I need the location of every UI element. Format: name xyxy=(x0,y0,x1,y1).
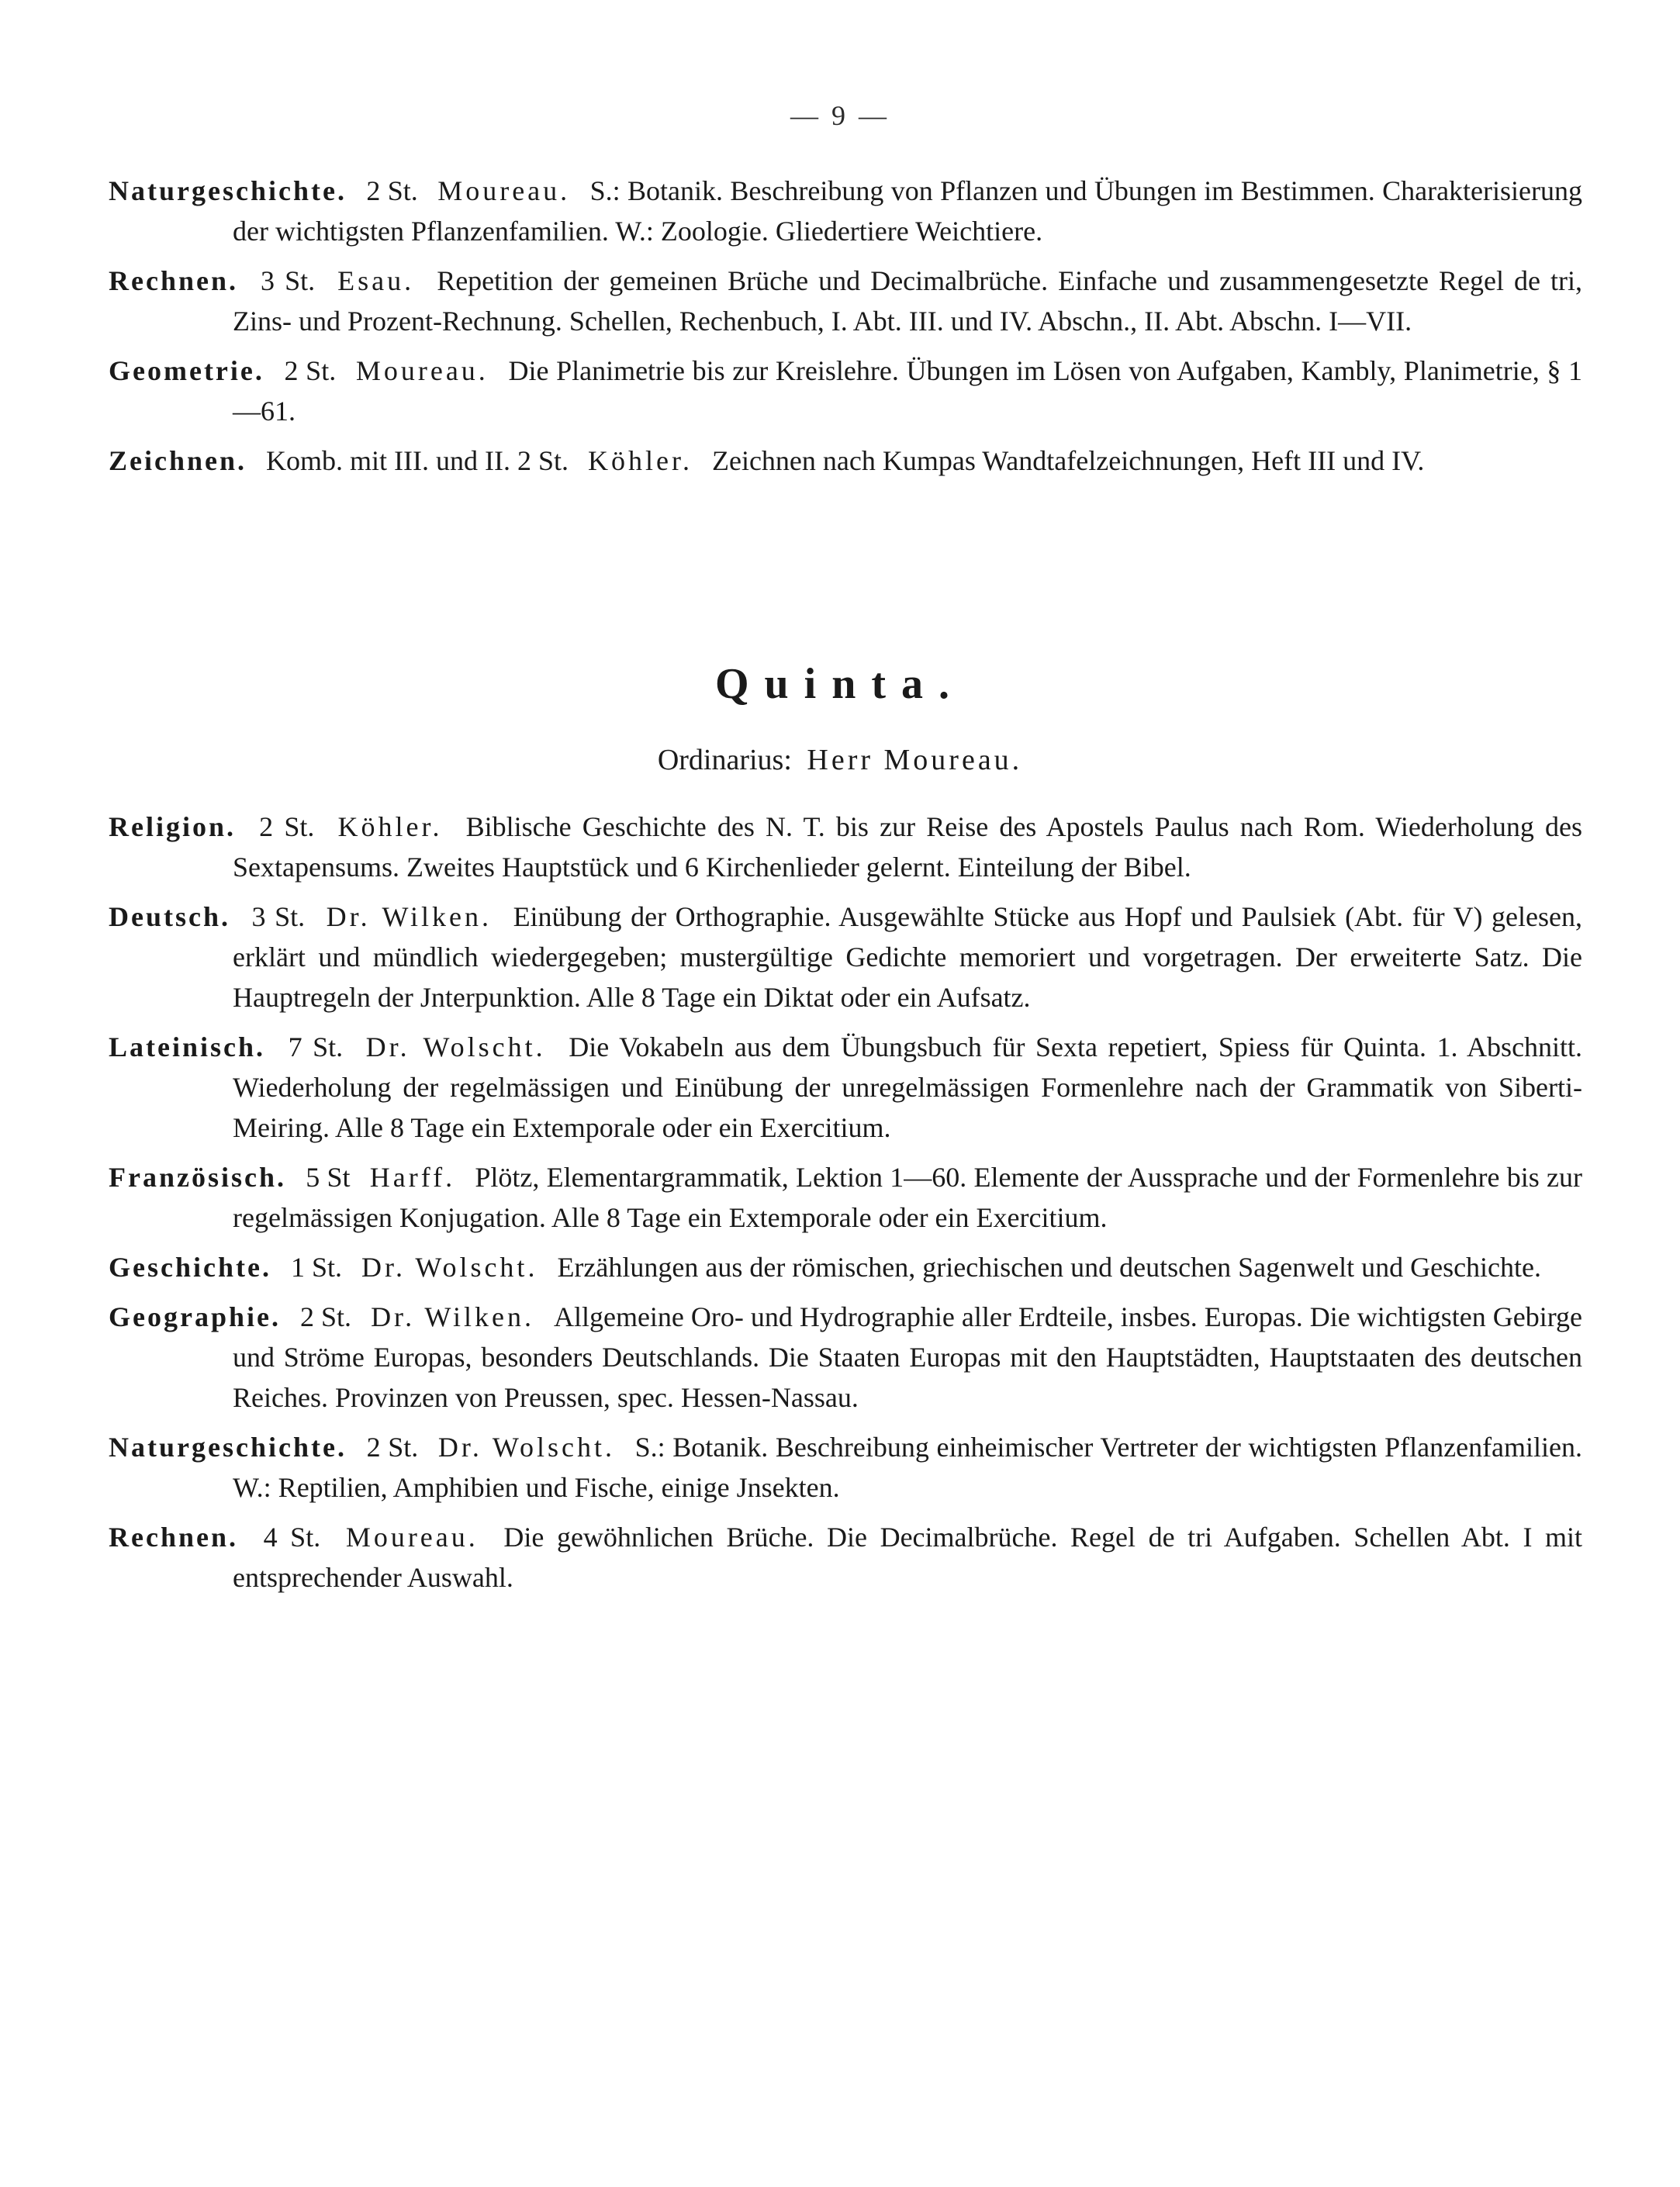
curriculum-entry xyxy=(109,1297,1582,1418)
teacher-name: Moureau. xyxy=(345,1522,479,1553)
entry-description: Die gewöhnlichen Brüche. Die Decimalbrüche. Regel de tri Aufgaben. Schellen Abt. I mit entsprechender Auswahl. xyxy=(233,1522,1583,1593)
curriculum-entry xyxy=(109,897,1582,1017)
curriculum-entry xyxy=(109,171,1582,251)
subject-name: Naturgeschichte. xyxy=(109,175,347,206)
entry-description: S.: Botanik. Beschreibung von Pflanzen und Übungen im Bestimmen. Charakterisierung der wichtigsten Pflanzenfamilien. W.: Zoologie. Gliedertiere Weichtiere. xyxy=(233,175,1582,247)
weekly-hours: 5 St xyxy=(306,1162,351,1193)
subject-name: Rechnen. xyxy=(109,265,238,296)
ordinarius-line xyxy=(0,743,1680,777)
curriculum-entry xyxy=(109,807,1582,887)
curriculum-entry xyxy=(109,351,1582,431)
curriculum-entry xyxy=(109,1427,1582,1508)
section-heading: Quinta. xyxy=(714,660,966,708)
teacher-name: Köhler. xyxy=(337,811,443,842)
entry-description: Die Planimetrie bis zur Kreislehre. Übungen im Lösen von Aufgaben, Kambly, Planimetrie, § 1—61. xyxy=(233,355,1583,427)
weekly-hours: 2 St. xyxy=(259,811,315,842)
teacher-name: Dr. Wilken. xyxy=(326,901,493,932)
weekly-hours: 4 St. xyxy=(263,1522,321,1553)
entry-description: Die Vokabeln aus dem Übungsbuch für Sexta repetiert, Spiess für Quinta. 1. Abschnitt. Wiederholung der regelmässigen und Einübung der unregelmässigen Formenlehre nach der Grammatik von Siberti-Meiring. Alle 8 Tage ein Extemporale oder ein Exercitium. xyxy=(233,1031,1583,1143)
entry-description: Plötz, Elementargrammatik, Lektion 1—60. Elemente der Aussprache und der Formenlehre bis zur regelmässigen Konjugation. Alle 8 Tage ein Extemporale oder ein Exercitium. xyxy=(233,1162,1583,1233)
entry-description: Biblische Geschichte des N. T. bis zur Reise des Apostels Paulus nach Rom. Wiederholung des Sextapensums. Zweites Hauptstück und 6 Kirchenlieder gelernt. Einteilung der Bibel. xyxy=(233,811,1583,883)
teacher-name: Dr. Wilken. xyxy=(371,1301,534,1332)
weekly-hours: 3 St. xyxy=(251,901,306,932)
weekly-hours: 1 St. xyxy=(290,1252,342,1283)
entry-description: Erzählungen aus der römischen, griechischen und deutschen Sagenwelt und Geschichte. xyxy=(557,1252,1542,1283)
page-number: — 9 — xyxy=(790,100,890,131)
subject-name: Zeichnen. xyxy=(109,445,247,476)
curriculum-entry xyxy=(109,441,1582,481)
subject-name: Französisch. xyxy=(109,1162,286,1193)
teacher-name: Dr. Wolscht. xyxy=(437,1432,615,1463)
entry-description: S.: Botanik. Beschreibung einheimischer Vertreter der wichtigsten Pflanzenfamilien. W.: Reptilien, Amphibien und Fische, einige Jnsekten. xyxy=(233,1432,1583,1503)
ordinarius-name: Herr Moureau. xyxy=(807,744,1023,776)
teacher-name: Esau. xyxy=(337,265,415,296)
weekly-hours: Komb. mit III. und II. 2 St. xyxy=(266,445,569,476)
ordinarius-label: Ordinarius: xyxy=(657,744,792,776)
teacher-name: Dr. Wolscht. xyxy=(365,1031,546,1062)
weekly-hours: 3 St. xyxy=(261,265,316,296)
previous-class-curriculum xyxy=(109,171,1582,490)
curriculum-entry xyxy=(109,1157,1582,1238)
curriculum-entry xyxy=(109,1027,1582,1148)
curriculum-entry xyxy=(109,1247,1582,1287)
entry-description: Einübung der Orthographie. Ausgewählte Stücke aus Hopf und Paulsiek (Abt. für V) gelesen, erklärt und mündlich wiedergegeben; mustergültige Gedichte memoriert und vorgetragen. Der erweiterte Satz. Die Hauptregeln der Jnterpunktion. Alle 8 Tage ein Diktat oder ein Aufsatz. xyxy=(233,901,1582,1013)
subject-name: Rechnen. xyxy=(109,1522,238,1553)
subject-name: Geschichte. xyxy=(109,1252,271,1283)
weekly-hours: 2 St. xyxy=(366,1432,419,1463)
entry-description: Allgemeine Oro- und Hydrographie aller Erdteile, insbes. Europas. Die wichtigsten Gebirge und Ströme Europas, besonders Deutschlands. Die Staaten Europas mit den Hauptstädten, Hauptstaaten des deutschen Reiches. Provinzen von Preussen, spec. Hessen-Nassau. xyxy=(233,1301,1583,1413)
teacher-name: Dr. Wolscht. xyxy=(361,1252,538,1283)
curriculum-entry xyxy=(109,261,1582,341)
weekly-hours: 7 St. xyxy=(288,1031,344,1062)
subject-name: Naturgeschichte. xyxy=(109,1432,347,1463)
teacher-name: Moureau. xyxy=(355,355,489,386)
teacher-name: Harff. xyxy=(369,1162,456,1193)
entry-description: Repetition der gemeinen Brüche und Decimalbrüche. Einfache und zusammengesetzte Regel de tri, Zins- und Prozent-Rechnung. Schellen, Rechenbuch, I. Abt. III. und IV. Abschn., II. Abt. Abschn. I—VII. xyxy=(233,265,1583,337)
weekly-hours: 2 St. xyxy=(300,1301,352,1332)
weekly-hours: 2 St. xyxy=(284,355,337,386)
subject-name: Religion. xyxy=(109,811,237,842)
subject-name: Geometrie. xyxy=(109,355,264,386)
curriculum-entry xyxy=(109,1517,1582,1598)
weekly-hours: 2 St. xyxy=(366,175,418,206)
subject-name: Geographie. xyxy=(109,1301,281,1332)
subject-name: Deutsch. xyxy=(109,901,230,932)
quinta-curriculum xyxy=(109,807,1582,1607)
teacher-name: Moureau. xyxy=(437,175,571,206)
teacher-name: Köhler. xyxy=(588,445,693,476)
entry-description: Zeichnen nach Kumpas Wandtafelzeichnungen, Heft III und IV. xyxy=(711,445,1425,476)
subject-name: Lateinisch. xyxy=(109,1031,266,1062)
